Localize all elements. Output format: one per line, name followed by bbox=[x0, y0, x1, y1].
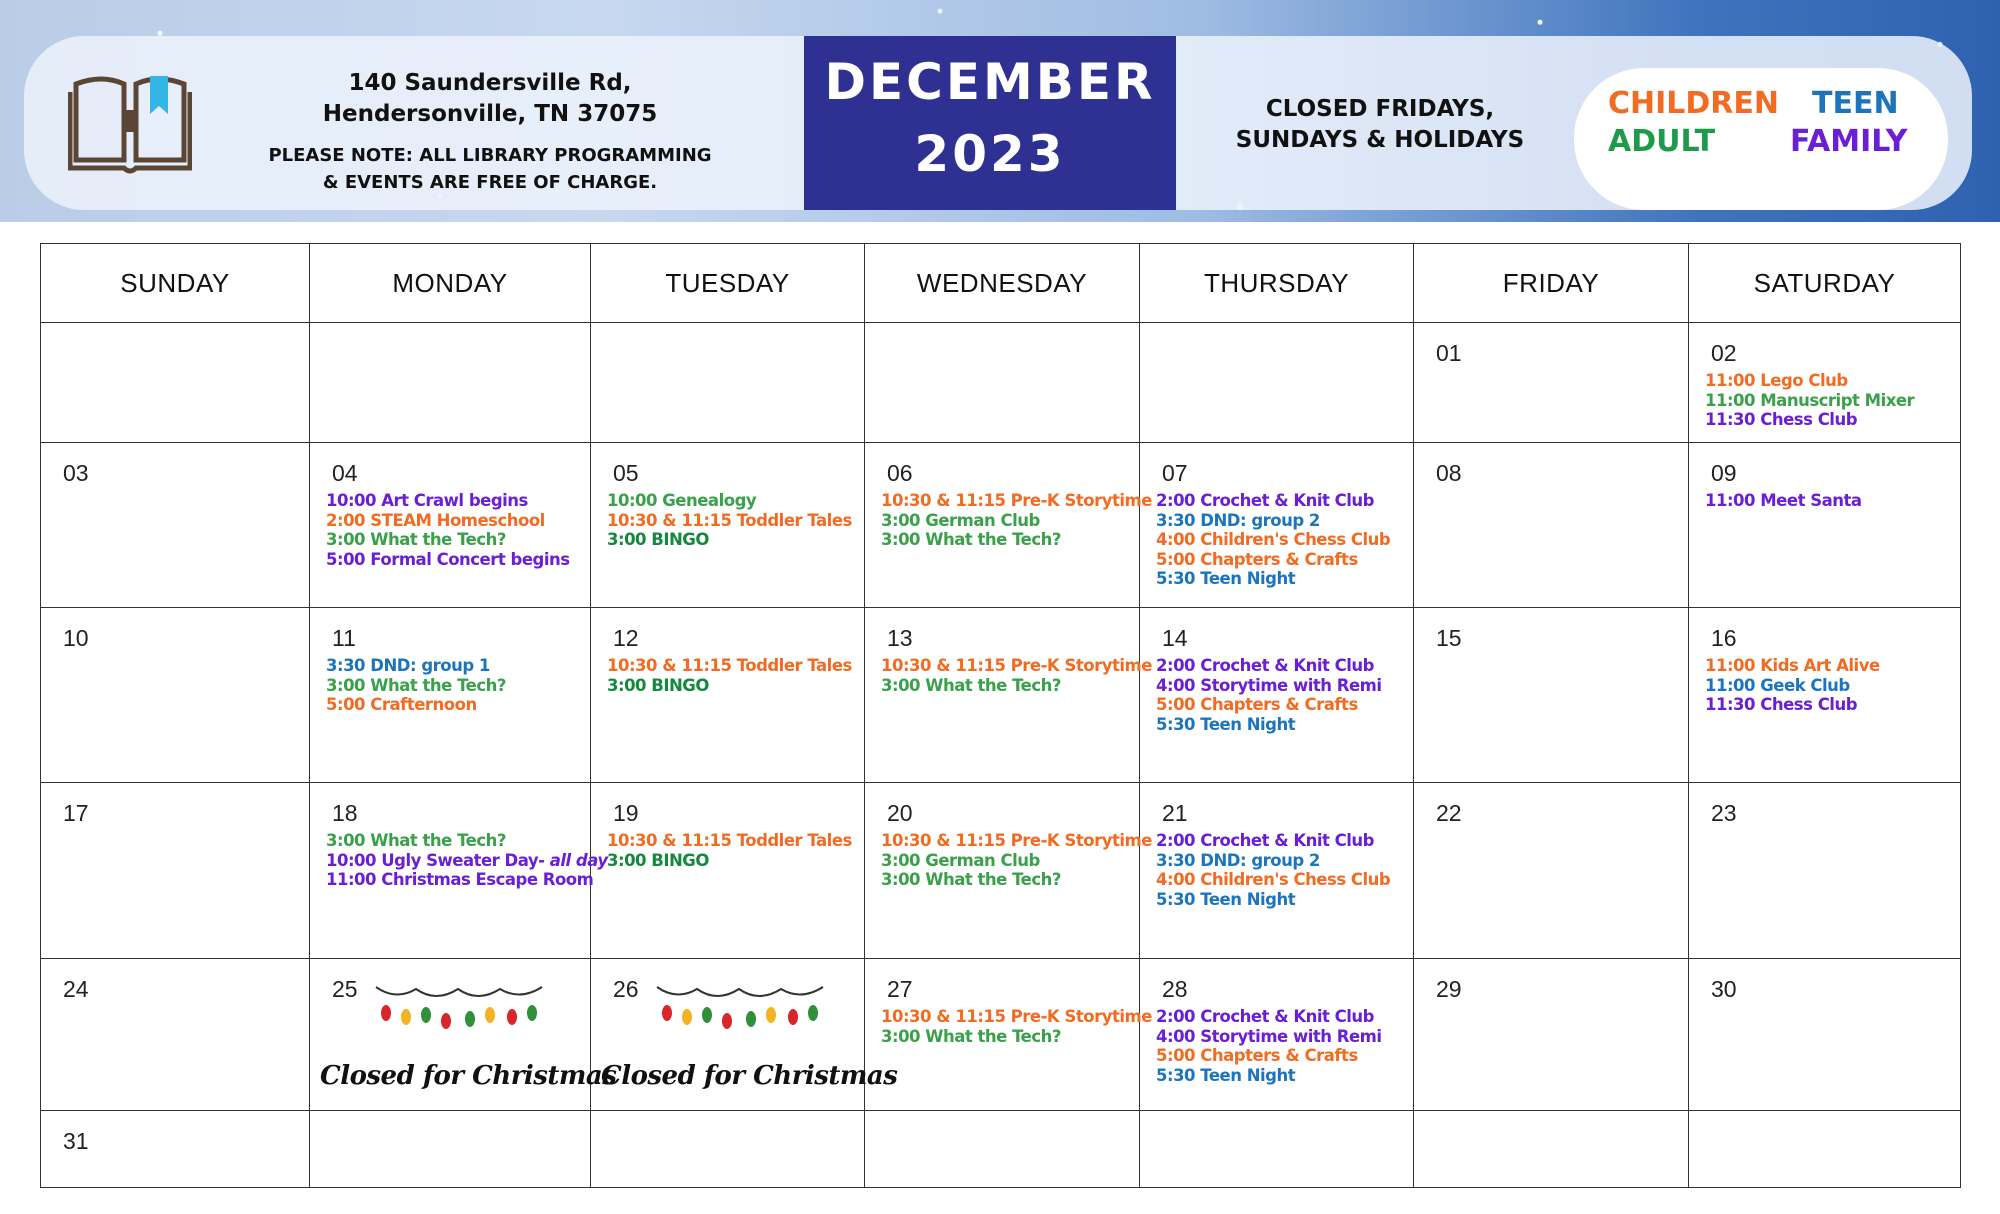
day-number: 07 bbox=[1162, 460, 1188, 486]
event-text: 5:00 Chapters & Crafts bbox=[1156, 1046, 1358, 1065]
empty-day-cell bbox=[1140, 1111, 1414, 1188]
event-list bbox=[1689, 367, 1960, 430]
month-name: DECEMBER bbox=[824, 53, 1156, 111]
event-text: 10:30 & 11:15 Toddler Tales bbox=[607, 831, 852, 850]
weekday-thursday: THURSDAY bbox=[1140, 244, 1414, 323]
day-number: 16 bbox=[1711, 625, 1737, 651]
event-text: 10:00 Genealogy bbox=[607, 491, 757, 510]
event-list bbox=[1140, 652, 1413, 734]
day-number: 27 bbox=[887, 976, 913, 1002]
day-cell bbox=[1689, 443, 1961, 608]
event-text: 5:00 Formal Concert begins bbox=[326, 549, 570, 569]
event-item bbox=[326, 511, 590, 531]
event-text: 5:30 Teen Night bbox=[1156, 1065, 1296, 1085]
day-number: 11 bbox=[332, 625, 356, 651]
event-text: 3:00 What the Tech? bbox=[881, 530, 1061, 549]
event-text: 11:30 Chess Club bbox=[1705, 695, 1858, 714]
event-text: 3:00 What the Tech? bbox=[326, 530, 506, 549]
month-title bbox=[804, 36, 1176, 210]
event-text: 3:30 DND: group 1 bbox=[326, 656, 490, 675]
event-text: 5:00 Crafternoon bbox=[326, 695, 477, 714]
day-cell bbox=[1414, 783, 1689, 959]
event-text: 4:00 Storytime with Remi bbox=[1156, 675, 1382, 695]
weekday-friday: FRIDAY bbox=[1414, 244, 1689, 323]
calendar-week-row bbox=[41, 783, 1961, 959]
calendar-grid bbox=[40, 243, 1961, 1188]
header-banner bbox=[0, 0, 2000, 222]
empty-day-cell bbox=[591, 323, 865, 443]
event-list bbox=[310, 652, 590, 715]
day-cell bbox=[41, 959, 310, 1111]
day-number: 25 bbox=[332, 976, 358, 1002]
weekday-tuesday: TUESDAY bbox=[591, 244, 865, 323]
event-item bbox=[1156, 656, 1413, 676]
day-number: 01 bbox=[1436, 340, 1462, 366]
event-item bbox=[1156, 831, 1413, 851]
day-number: 28 bbox=[1162, 976, 1188, 1002]
day-cell bbox=[1689, 608, 1961, 783]
day-cell bbox=[1689, 783, 1961, 959]
event-text: 4:00 Children's Chess Club bbox=[1156, 530, 1391, 549]
day-cell bbox=[1414, 608, 1689, 783]
event-text: 3:00 What the Tech? bbox=[326, 831, 506, 850]
day-number: 29 bbox=[1436, 976, 1462, 1002]
event-list bbox=[1140, 827, 1413, 909]
event-item bbox=[326, 530, 590, 550]
day-cell bbox=[310, 783, 608, 959]
event-item bbox=[1156, 530, 1413, 550]
closed-for-christmas-label: Closed for Christmas bbox=[320, 1061, 617, 1091]
event-text: 10:00 Art Crawl begins bbox=[326, 491, 528, 510]
event-item bbox=[881, 831, 1152, 851]
event-item bbox=[1156, 851, 1413, 871]
day-number: 17 bbox=[63, 800, 89, 826]
legend-teen: TEEN bbox=[1812, 86, 1899, 121]
christmas-lights-icon bbox=[655, 979, 825, 1033]
event-item bbox=[1156, 870, 1413, 890]
day-number: 12 bbox=[613, 625, 639, 651]
event-item bbox=[881, 1027, 1139, 1047]
day-cell bbox=[310, 608, 591, 783]
day-cell bbox=[865, 608, 1152, 783]
event-list bbox=[591, 652, 864, 695]
event-text: 2:00 STEAM Homeschool bbox=[326, 510, 545, 530]
day-number: 30 bbox=[1711, 976, 1737, 1002]
day-number: 08 bbox=[1436, 460, 1462, 486]
event-list bbox=[310, 827, 608, 890]
event-text: 5:30 Teen Night bbox=[1156, 569, 1296, 588]
note-line-1: PLEASE NOTE: ALL LIBRARY PROGRAMMING bbox=[268, 145, 712, 166]
event-item bbox=[881, 491, 1152, 511]
day-cell bbox=[41, 608, 310, 783]
day-number: 31 bbox=[63, 1128, 89, 1154]
day-cell bbox=[41, 1111, 310, 1188]
event-item bbox=[881, 511, 1139, 531]
day-cell bbox=[1689, 323, 1961, 443]
event-list bbox=[865, 827, 1152, 890]
day-number: 20 bbox=[887, 800, 913, 826]
day-number: 21 bbox=[1162, 800, 1188, 826]
address-line-2: Hendersonville, TN 37075 bbox=[322, 101, 658, 127]
event-item bbox=[607, 511, 864, 531]
event-list bbox=[865, 487, 1152, 550]
weekday-saturday: SATURDAY bbox=[1689, 244, 1961, 323]
event-item bbox=[1705, 491, 1960, 511]
day-cell bbox=[591, 959, 898, 1111]
event-text: 3:00 What the Tech? bbox=[881, 675, 1061, 695]
event-item bbox=[607, 676, 864, 696]
day-cell bbox=[865, 443, 1152, 608]
weekday-header-row bbox=[41, 244, 1961, 323]
note-line-2: & EVENTS ARE FREE OF CHARGE. bbox=[322, 172, 658, 193]
event-list bbox=[1689, 652, 1960, 715]
event-item bbox=[1705, 656, 1960, 676]
day-cell bbox=[1140, 959, 1414, 1111]
day-cell bbox=[591, 443, 865, 608]
event-text: 2:00 Crochet & Knit Club bbox=[1156, 656, 1374, 675]
day-number: 23 bbox=[1711, 800, 1737, 826]
event-item bbox=[1156, 550, 1413, 570]
event-text: 2:00 Crochet & Knit Club bbox=[1156, 491, 1374, 510]
day-number: 15 bbox=[1436, 625, 1462, 651]
event-item bbox=[326, 491, 590, 511]
event-text: 10:00 Ugly Sweater Day- bbox=[326, 850, 550, 870]
day-cell bbox=[310, 443, 591, 608]
weekday-wednesday: WEDNESDAY bbox=[865, 244, 1140, 323]
event-item bbox=[1705, 410, 1960, 430]
closed-days-notice bbox=[1210, 94, 1550, 156]
library-address bbox=[250, 68, 730, 130]
event-text: 11:00 Lego Club bbox=[1705, 371, 1848, 390]
day-number: 24 bbox=[63, 976, 89, 1002]
calendar-week-row bbox=[41, 608, 1961, 783]
event-text: 3:00 What the Tech? bbox=[881, 1026, 1061, 1046]
event-note: all day bbox=[549, 850, 608, 870]
event-list bbox=[865, 652, 1152, 695]
event-item bbox=[607, 530, 864, 550]
legend-adult: ADULT bbox=[1608, 124, 1716, 159]
empty-day-cell bbox=[591, 1111, 865, 1188]
event-text: 5:30 Teen Night bbox=[1156, 889, 1296, 909]
event-text: 10:30 & 11:15 Pre-K Storytime bbox=[881, 1007, 1152, 1026]
event-text: 11:00 Kids Art Alive bbox=[1705, 656, 1880, 675]
category-legend bbox=[1574, 68, 1948, 210]
event-list bbox=[591, 827, 864, 870]
event-text: 5:00 Chapters & Crafts bbox=[1156, 549, 1358, 569]
event-text: 3:30 DND: group 2 bbox=[1156, 510, 1320, 530]
day-cell bbox=[1414, 959, 1689, 1111]
event-item bbox=[1156, 890, 1413, 910]
empty-day-cell bbox=[1689, 1111, 1961, 1188]
calendar-week-row bbox=[41, 323, 1961, 443]
event-list bbox=[310, 487, 590, 569]
calendar-week-row bbox=[41, 959, 1961, 1111]
open-book-icon bbox=[68, 70, 192, 174]
event-text: 11:00 Meet Santa bbox=[1705, 491, 1862, 510]
empty-day-cell bbox=[310, 1111, 591, 1188]
event-item bbox=[881, 676, 1139, 696]
closed-line-2: SUNDAYS & HOLIDAYS bbox=[1235, 127, 1525, 153]
legend-children: CHILDREN bbox=[1608, 86, 1780, 121]
event-item bbox=[1156, 1007, 1413, 1027]
event-text: 11:00 Geek Club bbox=[1705, 675, 1850, 695]
event-list bbox=[1140, 1003, 1413, 1085]
day-number: 26 bbox=[613, 976, 639, 1002]
event-text: 3:00 What the Tech? bbox=[881, 870, 1061, 889]
event-item bbox=[607, 491, 864, 511]
event-item bbox=[881, 870, 1139, 890]
event-text: 11:00 Christmas Escape Room bbox=[326, 870, 594, 889]
day-number: 02 bbox=[1711, 340, 1737, 366]
event-item bbox=[326, 676, 590, 696]
event-text: 3:00 What the Tech? bbox=[326, 675, 506, 695]
event-item bbox=[881, 530, 1139, 550]
day-cell bbox=[310, 959, 617, 1111]
event-item bbox=[607, 851, 864, 871]
event-item bbox=[881, 851, 1139, 871]
event-text: 3:00 BINGO bbox=[607, 850, 709, 870]
event-item bbox=[326, 550, 590, 570]
address-line-1: 140 Saundersville Rd, bbox=[348, 70, 632, 96]
day-cell bbox=[1414, 443, 1689, 608]
event-item bbox=[1705, 676, 1960, 696]
day-number: 10 bbox=[63, 625, 89, 651]
day-cell bbox=[41, 783, 310, 959]
day-cell bbox=[591, 783, 865, 959]
event-item bbox=[607, 831, 864, 851]
event-item bbox=[326, 870, 594, 890]
event-text: 5:00 Chapters & Crafts bbox=[1156, 695, 1358, 714]
event-text: 4:00 Storytime with Remi bbox=[1156, 1026, 1382, 1046]
legend-family: FAMILY bbox=[1790, 124, 1908, 159]
event-item bbox=[881, 656, 1152, 676]
event-text: 2:00 Crochet & Knit Club bbox=[1156, 1007, 1374, 1026]
day-number: 04 bbox=[332, 460, 358, 486]
event-item bbox=[607, 656, 864, 676]
event-text: 5:30 Teen Night bbox=[1156, 714, 1296, 734]
day-number: 09 bbox=[1711, 460, 1737, 486]
event-item bbox=[1156, 1066, 1413, 1086]
event-item bbox=[1705, 371, 1960, 391]
empty-day-cell bbox=[1140, 323, 1414, 443]
event-text: 10:30 & 11:15 Toddler Tales bbox=[607, 510, 852, 530]
event-item bbox=[326, 695, 590, 715]
event-item bbox=[1156, 491, 1413, 511]
event-text: 10:30 & 11:15 Pre-K Storytime bbox=[881, 831, 1152, 850]
empty-day-cell bbox=[865, 1111, 1140, 1188]
day-number: 19 bbox=[613, 800, 639, 826]
event-item bbox=[1156, 676, 1413, 696]
event-text: 3:00 German Club bbox=[881, 850, 1040, 870]
event-item bbox=[326, 656, 590, 676]
event-text: 11:00 Manuscript Mixer bbox=[1705, 390, 1915, 410]
christmas-lights-icon bbox=[374, 979, 544, 1033]
event-item bbox=[1156, 511, 1413, 531]
event-text: 3:30 DND: group 2 bbox=[1156, 850, 1320, 870]
event-item bbox=[326, 831, 590, 851]
day-cell bbox=[865, 783, 1152, 959]
event-item bbox=[881, 1007, 1152, 1027]
event-text: 10:30 & 11:15 Pre-K Storytime bbox=[881, 656, 1152, 675]
event-item bbox=[1705, 391, 1960, 411]
day-cell bbox=[1140, 608, 1414, 783]
event-text: 2:00 Crochet & Knit Club bbox=[1156, 831, 1374, 850]
day-cell bbox=[865, 959, 1152, 1111]
day-cell bbox=[591, 608, 865, 783]
event-text: 11:30 Chess Club bbox=[1705, 410, 1858, 429]
event-item bbox=[1705, 695, 1960, 715]
event-item bbox=[326, 850, 608, 871]
year: 2023 bbox=[914, 125, 1066, 183]
calendar-week-row bbox=[41, 443, 1961, 608]
empty-day-cell bbox=[310, 323, 591, 443]
day-number: 06 bbox=[887, 460, 913, 486]
day-cell bbox=[1689, 959, 1961, 1111]
event-text: 3:00 BINGO bbox=[607, 530, 709, 549]
event-text: 4:00 Children's Chess Club bbox=[1156, 870, 1391, 889]
event-item bbox=[1156, 1027, 1413, 1047]
calendar-week-row bbox=[41, 1111, 1961, 1188]
weekday-monday: MONDAY bbox=[310, 244, 591, 323]
closed-for-christmas-label: Closed for Christmas bbox=[601, 1061, 898, 1091]
day-number: 03 bbox=[63, 460, 89, 486]
weekday-sunday: SUNDAY bbox=[41, 244, 310, 323]
day-cell bbox=[1140, 443, 1414, 608]
event-text: 3:00 BINGO bbox=[607, 675, 709, 695]
event-item bbox=[1156, 1046, 1413, 1066]
event-item bbox=[1156, 569, 1413, 589]
day-cell bbox=[1414, 323, 1689, 443]
day-number: 22 bbox=[1436, 800, 1462, 826]
event-list bbox=[865, 1003, 1152, 1046]
event-item bbox=[1156, 695, 1413, 715]
event-text: 10:30 & 11:15 Pre-K Storytime bbox=[881, 491, 1152, 510]
free-programming-note bbox=[250, 142, 730, 196]
day-number: 14 bbox=[1162, 625, 1188, 651]
empty-day-cell bbox=[865, 323, 1140, 443]
event-text: 10:30 & 11:15 Toddler Tales bbox=[607, 656, 852, 675]
empty-day-cell bbox=[41, 323, 310, 443]
day-number: 13 bbox=[887, 625, 913, 651]
event-list bbox=[1140, 487, 1413, 589]
event-text: 3:00 German Club bbox=[881, 510, 1040, 530]
day-cell bbox=[1140, 783, 1414, 959]
day-number: 05 bbox=[613, 460, 639, 486]
empty-day-cell bbox=[1414, 1111, 1689, 1188]
day-cell bbox=[41, 443, 310, 608]
event-item bbox=[1156, 715, 1413, 735]
closed-line-1: CLOSED FRIDAYS, bbox=[1265, 96, 1495, 122]
event-list bbox=[1689, 487, 1960, 511]
day-number: 18 bbox=[332, 800, 358, 826]
month-calendar bbox=[40, 243, 1960, 1190]
event-list bbox=[591, 487, 864, 550]
